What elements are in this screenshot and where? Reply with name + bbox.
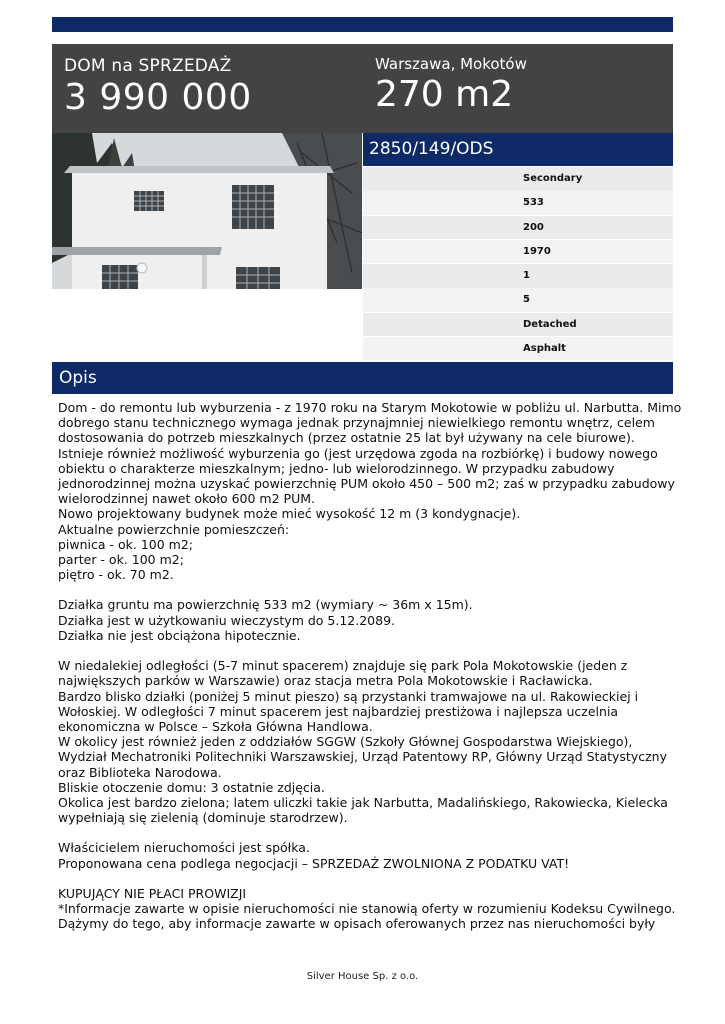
attribute-value: 5 [523,294,530,306]
description-line: piętro - ok. 70 m2. [58,567,174,583]
attribute-value: 1 [523,270,530,281]
description-line: wypełniają się zielenią (dominuje starodrzew). [58,810,348,826]
description-line: oraz Biblioteka Narodowa. [58,764,222,780]
description-section-header [52,362,673,394]
description-text [58,400,682,932]
description-line: W okolicy jest również jeden z oddziałów SGGW (Szkoły Głównej Gospodarstwa Wiejskiego), [58,734,633,750]
description-line: Działka nie jest obciążona hipotecznie. [58,627,301,643]
description-line: Działka gruntu ma powierzchnię 533 m2 (wymiary ~ 36m x 15m). [58,597,473,613]
footer-company: Silver House Sp. z o.o. [306,971,419,982]
description-line: Bliskie otoczenie domu: 3 ostatnie zdjęcia. [58,779,325,795]
description-line: Aktualne powierzchnie pomieszczeń: [58,521,290,537]
attribute-row [363,313,673,337]
attribute-row [363,288,673,312]
attribute-row [363,167,673,191]
description-line: Istnieje również możliwość wyburzenia go (jest urzędowa zgoda na rozbiórkę) i budowy nowego [58,445,658,461]
header-left [64,56,252,118]
header-right [375,55,527,115]
description-line: Działka jest w użytkowaniu wieczystym do 5.12.2089. [58,612,395,628]
description-line [58,871,670,886]
attribute-row [363,337,673,361]
price: 3 990 000 [64,77,252,118]
location: Warszawa, Mokotów [375,55,527,73]
attribute-value: Asphalt [523,342,566,354]
section-title: Opis [59,368,97,388]
property-photo [52,133,362,289]
description-line: największych parków w Warszawie) oraz stacja metra Pola Mokotowskie i Racławicka. [58,673,593,689]
attribute-value: Secondary [523,173,583,184]
attribute-row [363,264,673,288]
attributes-list [363,167,673,361]
attribute-value: 533 [523,197,544,209]
description-line: Wydział Mechatroniki Politechniki Warszawskiej, Urząd Patentowy RP, Główny Urząd Statystyczny [58,749,667,765]
description-line: Dom - do remontu lub wyburzenia - z 1970 roku na Starym Mokotowie w pobliżu ul. Narbutta. Mimo [58,400,682,415]
attribute-row [363,240,673,264]
area: 270 m2 [375,74,514,115]
reference-number: 2850/149/ODS [369,139,494,159]
description-line: Właścicielem nieruchomości jest spółka. [58,840,310,856]
description-line: Bardzo blisko działki (poniżej 5 minut pieszo) są przystanki tramwajowe na ul. Rakowieckiej i [58,688,639,704]
attribute-row [363,216,673,240]
listing-header [52,44,673,133]
attribute-value: 200 [523,221,544,233]
description-line: W niedalekiej odległości (5-7 minut spacerem) znajduje się park Pola Mokotowskie (jeden z [58,658,628,674]
reference-bar [363,133,673,166]
description-line [58,825,670,840]
description-line [58,643,670,658]
description-line: parter - ok. 100 m2; [58,551,184,567]
description-line: KUPUJĄCY NIE PŁACI PROWIZJI [58,886,247,901]
attribute-value: 1970 [523,245,551,257]
description-line: Nowo projektowany budynek może mieć wysokość 12 m (3 kondygnacje). [58,506,521,522]
description-line: piwnica - ok. 100 m2; [58,536,194,552]
description-line: dostosowania do potrzeb mieszkalnych (przez ostatnie 25 lat był używany na cele biurowe). [58,430,635,446]
description-line: dobrego stanu technicznego wymaga jednak przynajmniej niewielkiego remontu wnętrz, celem [58,415,655,431]
description-line: jednorodzinnej można uzyskać powierzchnię PUM około 450 – 500 m2; zaś w przypadku zabudowy [58,475,675,491]
attribute-value: Detached [523,318,577,330]
description-line: Wołoskiej. W odległości 7 minut spacerem jest najbardziej prestiżowa i najlepsza uczelnia [58,703,619,719]
description-line [58,582,670,597]
description-line: obiektu o charakterze mieszkalnym; jedno- lub wielorodzinnego. W przypadku zabudowy [58,460,615,476]
top-accent-bar [52,17,673,32]
description-line: wielorodzinnej nawet około 600 m2 PUM. [58,491,315,507]
description-line: ekonomiczna w Polsce – Szkoła Główna Handlowa. [58,718,373,734]
description-line: Dążymy do tego, aby informacje zawarte w opisach oferowanych przez nas nieruchomości były [58,916,656,932]
attribute-row [363,191,673,215]
description-line: Proponowana cena podlega negocjacji – SPRZEDAŻ ZWOLNIONA Z PODATKU VAT! [58,855,570,871]
description-line: Okolica jest bardzo zielona; latem uliczki takie jak Narbutta, Madalińskiego, Rakowiecka, Kielecka [58,794,668,810]
description-line: *Informacje zawarte w opisie nieruchomości nie stanowią oferty w rozumieniu Kodeksu Cywilnego. [58,901,676,917]
property-type-label: DOM na SPRZEDAŻ [64,56,232,76]
